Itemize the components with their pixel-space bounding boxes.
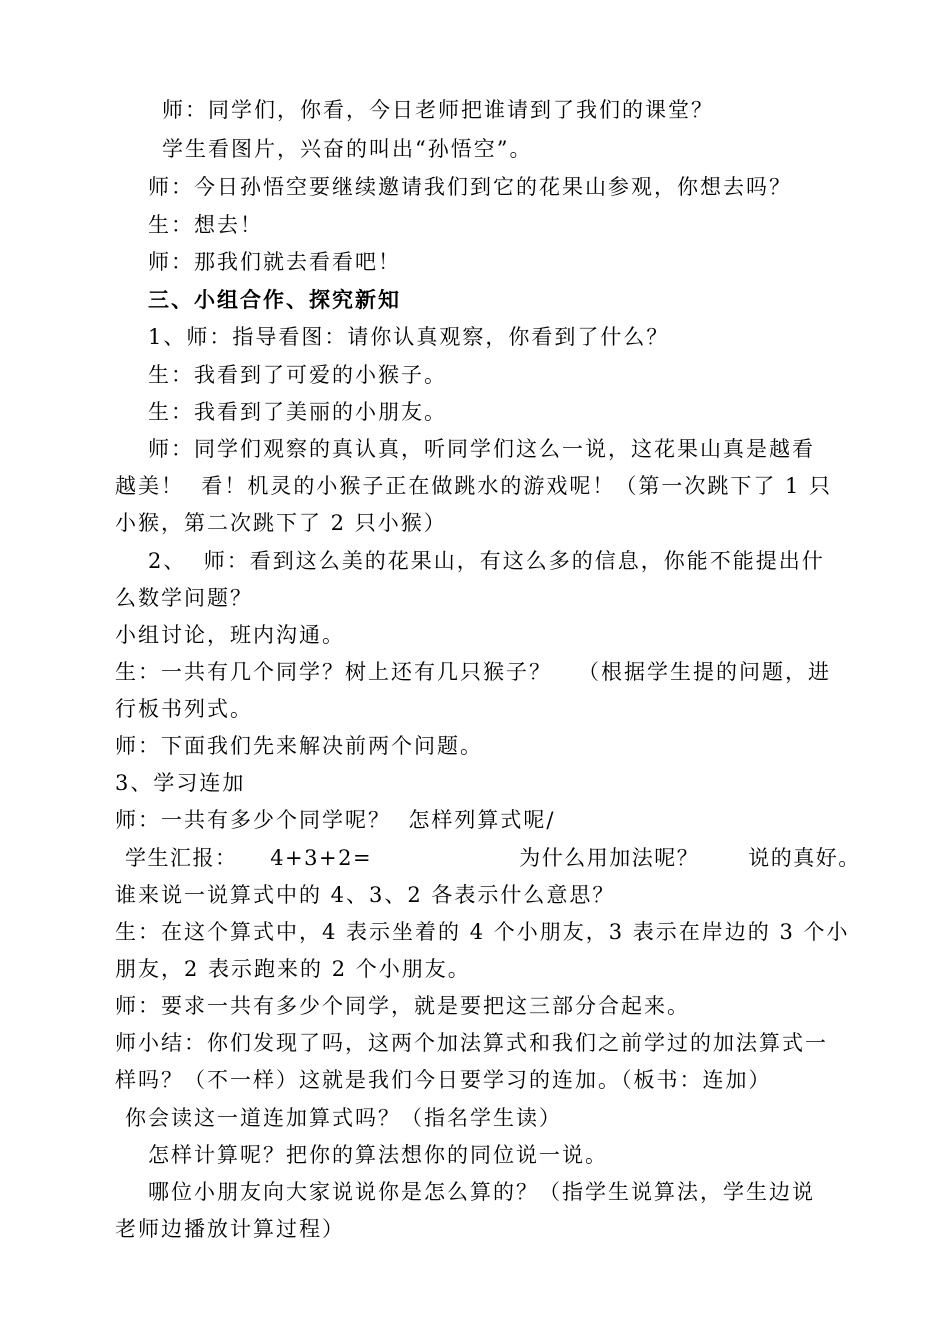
text-line: 朋友，2 表示跑来的 2 个小朋友。	[115, 957, 471, 981]
text-line: 谁来说一说算式中的 4、3、2 各表示什么意思？	[115, 883, 616, 907]
text-line: 越美！ 看！机灵的小猴子正在做跳水的游戏呢！（第一次跳下了 1 只	[115, 474, 833, 498]
text-line: 生：我看到了美丽的小朋友。	[148, 400, 447, 424]
text-line: 学生汇报： 4+3+2= 为什么用加法呢？ 说的真好。	[125, 846, 861, 870]
text-line: 生：在这个算式中，4 表示坐着的 4 个小朋友，3 表示在岸边的 3 个小	[115, 920, 850, 944]
text-line: 师：一共有多少个同学呢？ 怎样列算式呢/	[115, 808, 556, 832]
text-line: 样吗？（不一样）这就是我们今日要学习的连加。（板书：连加）	[115, 1068, 772, 1092]
text-line: 行板书列式。	[115, 697, 253, 721]
text-line: 3、学习连加	[115, 771, 246, 795]
text-line: 师：同学们观察的真认真，听同学们这么一说，这花果山真是越看	[148, 437, 815, 461]
text-line: 生：想去！	[148, 213, 263, 237]
text-line: 怎样计算呢？把你的算法想你的同位说一说。	[148, 1143, 608, 1167]
text-line: 小组讨论，班内沟通。	[115, 623, 345, 647]
text-line: 2、 师：看到这么美的花果山，有这么多的信息，你能不能提出什	[148, 549, 825, 573]
text-line: 老师边播放计算过程）	[115, 1217, 345, 1241]
section-heading: 三、小组合作、探究新知	[148, 287, 401, 312]
text-line: 师：要求一共有多少个同学，就是要把这三部分合起来。	[115, 994, 690, 1018]
text-line: 么数学问题？	[115, 586, 253, 610]
text-line: 师：今日孙悟空要继续邀请我们到它的花果山参观，你想去吗？	[148, 175, 792, 199]
text-line: 师：那我们就去看看吧！	[148, 250, 401, 274]
text-line: 师：下面我们先来解决前两个问题。	[115, 734, 483, 758]
text-line: 生：我看到了可爱的小猴子。	[148, 363, 447, 387]
text-line: 学生看图片，兴奋的叫出“孙悟空”。	[162, 137, 533, 161]
text-line: 你会读这一道连加算式吗？（指名学生读）	[125, 1106, 562, 1130]
text-line: 师小结：你们发现了吗，这两个加法算式和我们之前学过的加法算式一	[115, 1031, 828, 1055]
text-line: 师：同学们，你看，今日老师把谁请到了我们的课堂？	[162, 98, 714, 122]
text-line: 小猴，第二次跳下了 2 只小猴）	[115, 511, 447, 535]
text-line: 哪位小朋友向大家说说你是怎么算的？（指学生说算法，学生边说	[148, 1180, 815, 1204]
text-line: 1、师：指导看图：请你认真观察，你看到了什么？	[148, 325, 670, 349]
text-line: 生：一共有几个同学？树上还有几只猴子？ （根据学生提的问题，进	[115, 660, 832, 684]
